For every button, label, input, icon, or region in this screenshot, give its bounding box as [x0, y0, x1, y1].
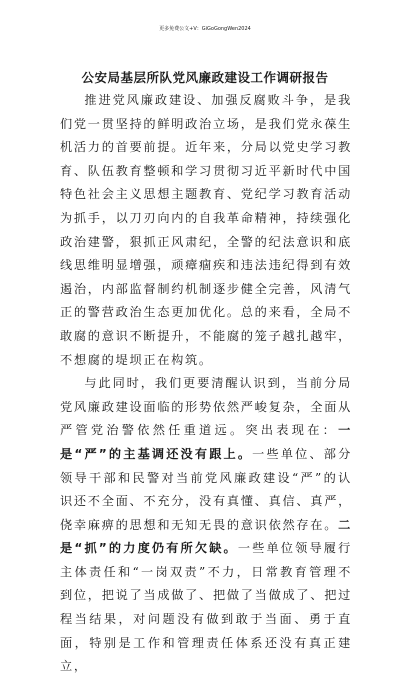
paragraph-1 — [60, 89, 352, 372]
paragraph-2-heading-2: 二是“抓”的力度仍有所欠缺。 — [60, 517, 352, 556]
document-title: 公安局基层所队党风廉政建设工作调研报告 — [81, 70, 329, 85]
paragraph-2 — [60, 372, 352, 679]
watermark-text: 更多免费公文+V：GiGoGongWen2024 — [159, 26, 251, 32]
paragraph-2-heading-1: 一是“严”的主基调还没有跟上。 — [60, 423, 352, 461]
paragraph-2-text-point-1: 一些单位、部分领导干部和民警对当前党风廉政建设“严”的认识还不全面、不充分，没有真懂、真信、真严，侥幸麻痹的思想和无知无畏的意识依然存在。 — [60, 446, 352, 532]
paragraph-2-text-intro: 与此同时，我们更要清醒认识到，当前分局党风廉政建设面临的形势依然严峻复杂，全面从严管党治警依然任重道远。突出表现在： — [60, 376, 352, 438]
paragraph-2-text-point-2: 一些单位领导履行主体责任和“一岗双责”不力，日常教育管理不到位，把说了当成做了、把做了当做成了、把过程当结果，对问题没有做到敢于当面、勇于直面，特别是工作和管理责任体系还没有真正建立， — [60, 541, 352, 674]
paragraph-1-text: 推进党风廉政建设、加强反腐败斗争，是我们党一贯坚持的鲜明政治立场，是我们党永葆生机活力的首要前提。近年来，分局以党史学习教育、队伍教育整顿和学习贯彻习近平新时代中国特色社会主义思想主题教育、党纪学习教育活动为抓手，以刀刃向内的自我革命精神，持续强化政治建警，狠抓正风肃纪，全警的纪法意识和底线思维明显增强，顽瘴痼疾和违法违纪得到有效遏治，内部监督制约机制逐步健全完善，风清气正的警营政治生态更加优化。总的来看，全局不敢腐的意识不断提升，不能腐的笼子越扎越牢，不想腐的堤坝正在构筑。 — [60, 93, 352, 367]
document-body — [60, 89, 352, 679]
